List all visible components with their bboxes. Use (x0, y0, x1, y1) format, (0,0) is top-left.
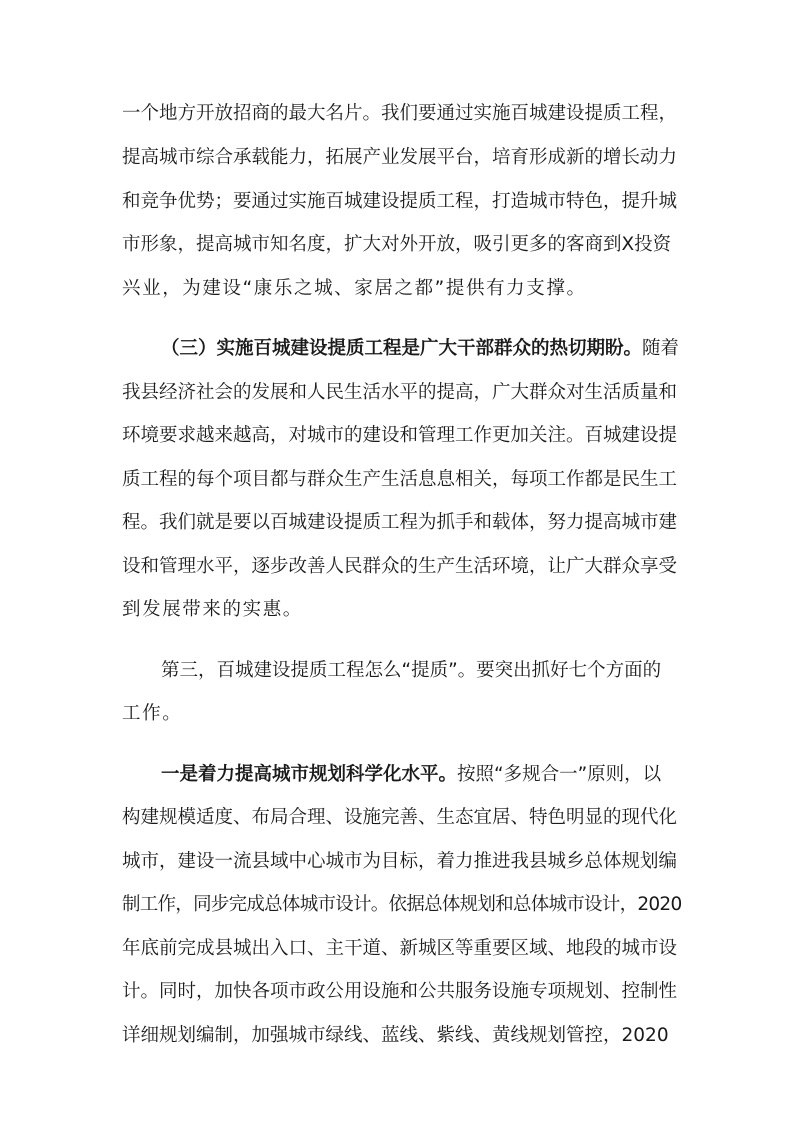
paragraph-4-first-line (161, 762, 682, 788)
paragraph-2-line-3: 环境要求越来越高，对城市的建设和管理工作更加关注。百城建设提 (122, 425, 678, 446)
paragraph-3-line-2: 工作。 (122, 703, 183, 724)
paragraph-4-heading: 一是着力提高城市规划科学化水平。 (161, 764, 458, 785)
paragraph-4-first-rest: 按照“多规合一”原则，以 (457, 764, 662, 785)
paragraph-4-line-6: 计。同时，加快各项市政公用设施和公共服务设施专项规划、控制性 (122, 981, 678, 1002)
paragraph-2-line-6: 设和管理水平，逐步改善人民群众的生产生活环境，让广大群众享受 (122, 556, 678, 577)
paragraph-4-line-4: 制工作，同步完成总体城市设计。依据总体规划和总体城市设计，2020 (122, 894, 682, 915)
paragraph-2-first-rest: 随着 (642, 338, 680, 359)
paragraph-4-line-3: 城市，建设一流县域中心城市为目标，着力推进我县城乡总体规划编 (122, 851, 678, 872)
paragraph-1-line-1: 一个地方开放招商的最大名片。我们要通过实施百城建设提质工程， (122, 103, 678, 124)
paragraph-1-line-4: 市形象，提高城市知名度，扩大对外开放，吸引更多的客商到X投资 (122, 234, 672, 255)
paragraph-1-line-2: 提高城市综合承载能力，拓展产业发展平台，培育形成新的增长动力 (122, 147, 678, 168)
paragraph-1-line-3: 和竞争优势；要通过实施百城建设提质工程，打造城市特色，提升城 (122, 191, 678, 212)
paragraph-2-line-2: 我县经济社会的发展和人民生活水平的提高，广大群众对生活质量和 (122, 382, 678, 403)
paragraph-2-heading: （三）实施百城建设提质工程是广大干部群众的热切期盼。 (161, 338, 643, 359)
paragraph-1-line-5: 兴业，为建设“康乐之城、家居之都”提供有力支撑。 (122, 278, 587, 299)
paragraph-2-line-5: 程。我们就是要以百城建设提质工程为抓手和载体，努力提高城市建 (122, 512, 678, 533)
paragraph-4-line-5: 年底前完成县城出入口、主干道、新城区等重要区域、地段的城市设 (122, 938, 678, 959)
paragraph-2-line-7: 到发展带来的实惠。 (122, 599, 303, 620)
paragraph-2-first-line (161, 336, 682, 362)
paragraph-3-line-1: 第三，百城建设提质工程怎么“提质”。要突出抓好七个方面的 (161, 660, 662, 681)
paragraph-4-line-7: 详细规划编制，加强城市绿线、蓝线、紫线、黄线规划管控，2020 (122, 1025, 669, 1046)
paragraph-2-line-4: 质工程的每个项目都与群众生产生活息息相关，每项工作都是民生工 (122, 469, 678, 490)
paragraph-4-line-2: 构建规模适度、布局合理、设施完善、生态宜居、特色明显的现代化 (122, 807, 678, 828)
